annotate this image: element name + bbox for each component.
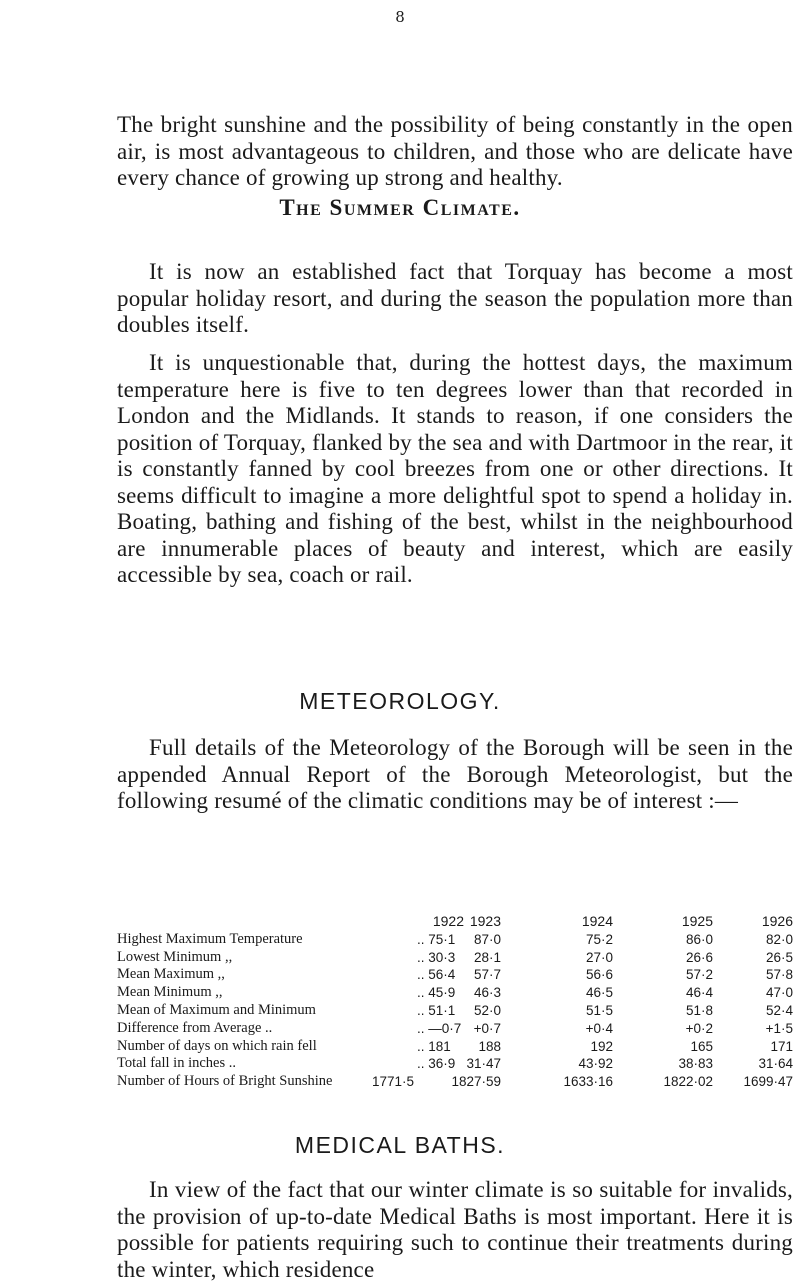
cell-value: 52·4 [765, 1002, 793, 1018]
cell-value: +0·7 [473, 1020, 501, 1036]
cell-value: 1633·16 [563, 1074, 613, 1090]
table-row [117, 1055, 793, 1073]
cell-value: 36·9 [428, 1056, 456, 1072]
leader-dots: .. [417, 949, 425, 965]
row-label: Highest Maximum Temperature [117, 930, 303, 947]
row-label: Mean Minimum ,, [117, 984, 223, 1001]
cell-value: +0·4 [585, 1020, 613, 1036]
cell-value: 56·4 [428, 967, 456, 983]
cell-value: 165 [690, 1038, 713, 1054]
cell-value: 51·8 [685, 1002, 713, 1018]
leader-dots: .. [417, 967, 425, 983]
table-row [117, 1073, 793, 1091]
row-label: Total fall in inches .. [117, 1055, 236, 1072]
cell-value: 46·4 [685, 985, 713, 1001]
cell-value: 57·8 [765, 967, 793, 983]
leader-dots: .. [417, 1038, 425, 1054]
cell-value: 75·1 [428, 931, 456, 947]
cell-value: 87·0 [473, 931, 501, 947]
leader-dots: .. [417, 1020, 425, 1036]
row-label: Mean of Maximum and Minimum [117, 1001, 316, 1018]
cell-value: 57·2 [685, 967, 713, 983]
leader-dots: .. [417, 1056, 425, 1072]
leader-dots: .. [417, 985, 425, 1001]
page-number: 8 [395, 8, 405, 26]
row-label: Difference from Average .. [117, 1019, 273, 1036]
summer-paragraph-1: It is now an established fact that Torquay has become a most popular holiday resort, and during the season the population more than doubles itself. [117, 259, 793, 337]
cell-value: 47·0 [765, 985, 793, 1001]
cell-value: 27·0 [585, 949, 613, 965]
medical-baths-heading: MEDICAL BATHS. [294, 1132, 506, 1158]
cell-value: 45·9 [428, 985, 456, 1001]
summer-climate-heading: The Summer Climate. [279, 195, 521, 220]
leader-dots: .. [417, 1002, 425, 1018]
cell-value: +1·5 [765, 1020, 793, 1036]
year-header: 1922 [432, 913, 464, 929]
leader-dots: .. [417, 931, 425, 947]
row-label: Mean Maximum ,, [117, 966, 225, 983]
cell-value: 51·5 [585, 1002, 613, 1018]
year-header: 1925 [681, 913, 713, 929]
cell-value: —0·7 [428, 1020, 462, 1036]
cell-value: 26·6 [685, 949, 713, 965]
table-header-row [117, 913, 793, 931]
cell-value: 75·2 [585, 931, 613, 947]
cell-value: +0·2 [685, 1020, 713, 1036]
cell-value: 31·47 [466, 1056, 501, 1072]
cell-value: 1822·02 [663, 1074, 713, 1090]
cell-value: 28·1 [473, 949, 501, 965]
medical-paragraph: In view of the fact that our winter climate is so suitable for invalids, the provision of up-to-date Medical Baths is most important. Here it is possible for patients requiring such to continue their treatments during the winter, which residence [117, 1177, 793, 1282]
cell-value: 51·1 [428, 1002, 456, 1018]
cell-value: 38·83 [678, 1056, 713, 1072]
cell-value: 86·0 [685, 931, 713, 947]
cell-value: 26·5 [765, 949, 793, 965]
cell-value: 43·92 [578, 1056, 613, 1072]
row-label: Number of Hours of Bright Sunshine [117, 1073, 333, 1090]
year-header: 1923 [469, 913, 501, 929]
year-header: 1926 [761, 913, 793, 929]
cell-value: 57·7 [473, 967, 501, 983]
table-row [117, 966, 793, 984]
row-label: Lowest Minimum ,, [117, 948, 233, 965]
table-row [117, 1020, 793, 1038]
table-row [117, 1002, 793, 1020]
cell-value: 31·64 [758, 1056, 793, 1072]
cell-value: 52·0 [473, 1002, 501, 1018]
table-row [117, 1038, 793, 1056]
meteorology-heading: METEOROLOGY. [299, 688, 501, 714]
table-row [117, 931, 793, 949]
cell-value: 56·6 [585, 967, 613, 983]
climate-table [117, 913, 793, 1091]
table-row [117, 984, 793, 1002]
table-body [117, 931, 793, 1091]
row-value-first [372, 1073, 422, 1091]
cell-value: 1827·59 [451, 1074, 501, 1090]
intro-paragraph: The bright sunshine and the possibility of being constantly in the open air, is most advantageous to children, and those who are delicate have every chance of growing up strong and healthy. [117, 112, 793, 190]
table-row [117, 949, 793, 967]
row-label: Number of days on which rain fell [117, 1037, 317, 1054]
cell-value: 171 [770, 1038, 793, 1054]
summer-paragraph-2: It is unquestionable that, during the hottest days, the maximum temperature here is five to ten degrees lower than that recorded in London and the Midlands. It stands to reason, if one considers the position of Torquay, flanked by the sea and with Dartmoor in the rear, it is constantly fanned by cool breezes from one or other directions. It seems difficult to imagine a more delightful spot to spend a holiday in. Boating, bathing and fishing of the best, whilst in the neighbourhood are innumerable places of beauty and interest, which are easily accessible by sea, coach or rail. [117, 350, 793, 587]
cell-value: 188 [478, 1038, 501, 1054]
cell-value: 46·5 [585, 985, 613, 1001]
cell-value: 1699·47 [743, 1074, 793, 1090]
cell-value: 192 [590, 1038, 613, 1054]
meteorology-paragraph: Full details of the Meteorology of the Borough will be seen in the appended Annual Report of the Borough Meteorologist, but the following resumé of the climatic conditions may be of interest :— [117, 735, 793, 813]
year-header: 1924 [581, 913, 613, 929]
cell-value: 181 [428, 1038, 451, 1054]
cell-value: 1771·5 [372, 1074, 415, 1090]
cell-value: 82·0 [765, 931, 793, 947]
cell-value: 46·3 [473, 985, 501, 1001]
cell-value: 30·3 [428, 949, 456, 965]
